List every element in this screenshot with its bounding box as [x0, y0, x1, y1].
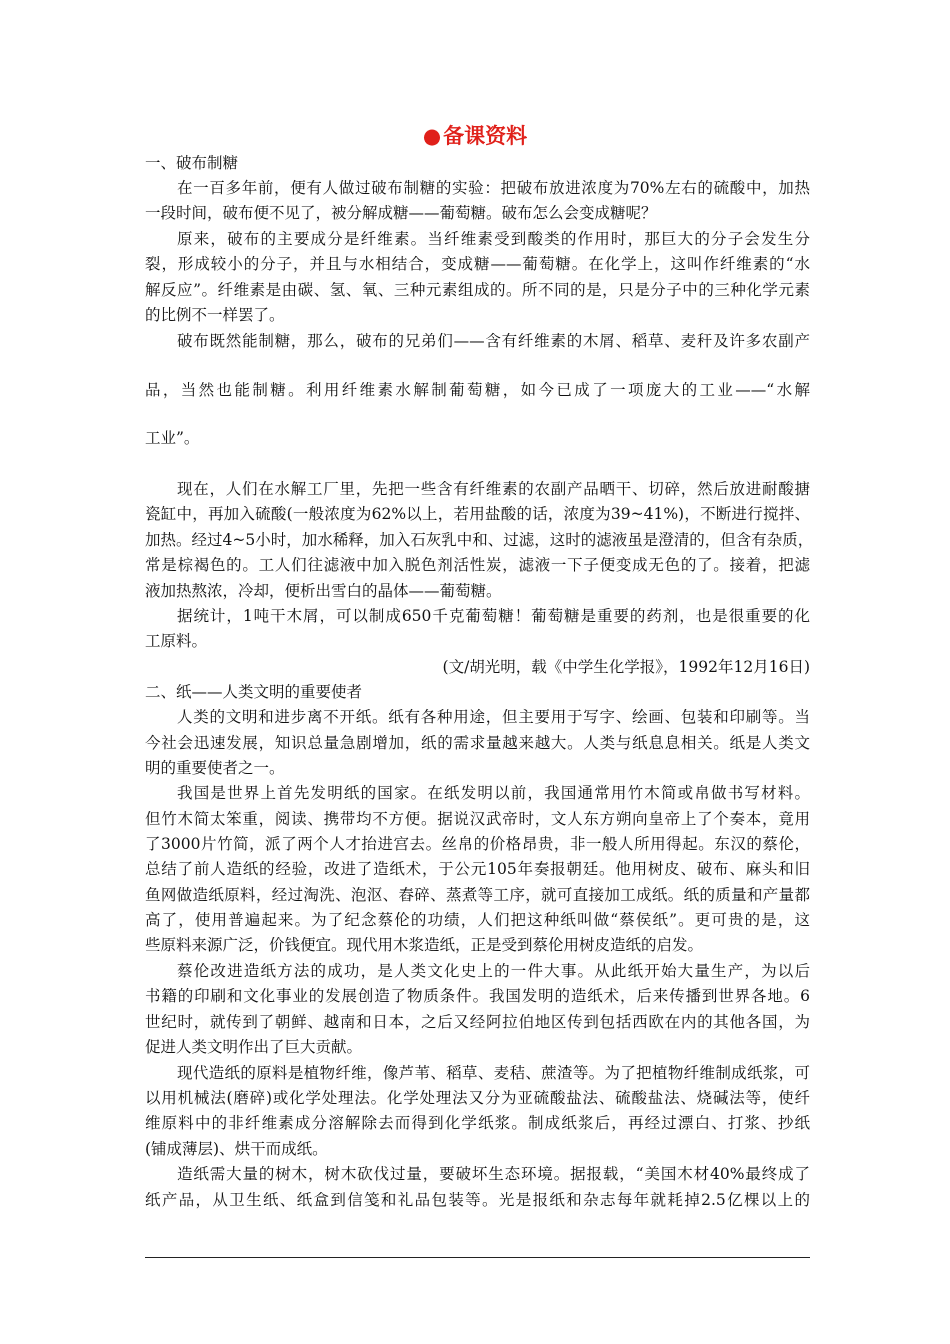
text-line: 品，当然也能制糖。利用纤维素水解制葡萄糖，如今已成了一项庞大的工业——“水解 — [145, 381, 810, 399]
text-line: 鱼网做造纸原料，经过淘洗、泡沤、舂碎、蒸煮等工序，就可直接加工成纸。纸的质量和产量都 — [145, 886, 810, 904]
text-line: 明的重要使者之一。 — [145, 759, 285, 777]
text-line: 现在，人们在水解工厂里，先把一些含有纤维素的农副产品晒干、切碎，然后放进耐酸搪 — [177, 480, 810, 498]
text-line: 在一百多年前，便有人做过破布制糖的实验：把破布放进浓度为70%左右的硫酸中，加热 — [177, 179, 810, 197]
text-line: 了3000片竹简，派了两个人才抬进宫去。丝帛的价格昂贵，非一般人所用得起。东汉的蔡伦， — [145, 835, 810, 853]
text-line: 裂，形成较小的分子，并且与水相结合，变成糖——葡萄糖。在化学上，这叫作纤维素的“水 — [145, 255, 810, 273]
text-line: 今社会迅速发展，知识总量急剧增加，纸的需求量越来越大。人类与纸息息相关。纸是人类文 — [145, 734, 810, 752]
text-line: 破布既然能制糖，那么，破布的兄弟们——含有纤维素的木屑、稻草、麦秆及许多农副产 — [177, 332, 810, 350]
text-line: 加热。经过4~5小时，加水稀释，加入石灰乳中和、过滤，这时的滤液虽是澄清的，但含有杂质， — [145, 531, 814, 549]
text-line: 促进人类文明作出了巨大贡献。 — [145, 1038, 363, 1056]
bullet-icon: ● — [422, 124, 442, 148]
text-line: 蔡伦改进造纸方法的成功，是人类文化史上的一件大事。从此纸开始大量生产，为以后 — [177, 962, 810, 980]
text-line: 常是棕褐色的。工人们往滤液中加入脱色剂活性炭，滤液一下子便变成无色的了。接着，把滤 — [145, 556, 810, 574]
text-line: 世纪时，就传到了朝鲜、越南和日本，之后又经阿拉伯地区传到包括西欧在内的其他各国，为 — [145, 1013, 810, 1031]
text-line: 原来，破布的主要成分是纤维素。当纤维素受到酸类的作用时，那巨大的分子会发生分 — [177, 230, 810, 248]
section-heading: 一、破布制糖 — [145, 154, 239, 172]
text-line: 维原料中的非纤维素成分溶解除去而得到化学纸浆。制成纸浆后，再经过漂白、打浆、抄纸 — [145, 1114, 810, 1132]
text-line: 我国是世界上首先发明纸的国家。在纸发明以前，我国通常用竹木简或帛做书写材料。 — [177, 784, 810, 802]
citation: (文/胡光明，载《中学生化学报》，1992年12月16日) — [442, 658, 810, 676]
text-line: (铺成薄层)、烘干而成纸。 — [145, 1140, 328, 1158]
text-line: 人类的文明和进步离不开纸。纸有各种用途，但主要用于写字、绘画、包装和印刷等。当 — [177, 708, 810, 726]
text-line: 的比例不一样罢了。 — [145, 306, 285, 324]
text-line: 高了，使用普遍起来。为了纪念蔡伦的功绩，人们把这种纸叫做“蔡侯纸”。更可贵的是，这 — [145, 911, 810, 929]
text-line: 现代造纸的原料是植物纤维，像芦苇、稻草、麦秸、蔗渣等。为了把植物纤维制成纸浆，可 — [177, 1064, 810, 1082]
text-line: 以用机械法(磨碎)或化学处理法。化学处理法又分为亚硫酸盐法、硫酸盐法、烧碱法等，使纤 — [145, 1089, 810, 1107]
text-line: 工业”。 — [145, 429, 200, 447]
text-line: 一段时间，破布便不见了，被分解成糖——葡萄糖。破布怎么会变成糖呢？ — [145, 204, 657, 222]
text-line: 但竹木简太笨重，阅读、携带均不方便。据说汉武帝时，文人东方朔向皇帝上了个奏本，竟用 — [145, 810, 810, 828]
page-title — [0, 120, 950, 150]
text-line: 解反应”。纤维素是由碳、氢、氧、三种元素组成的。所不同的是，只是分子中的三种化学元素 — [145, 281, 810, 299]
text-line: 些原料来源广泛，价钱便宜。现代用木浆造纸，正是受到蔡伦用树皮造纸的启发。 — [145, 936, 704, 954]
text-line: 瓷缸中，再加入硫酸(一般浓度为62%以上，若用盐酸的话，浓度为39~41%)，不断进行搅拌、 — [145, 505, 810, 523]
footer-divider — [145, 1257, 810, 1258]
page-title-text: 备课资料 — [443, 124, 528, 148]
text-line: 造纸需大量的树木，树木砍伐过量，要破坏生态环境。据报载，“美国木材40%最终成了 — [177, 1165, 810, 1183]
text-line: 工原料。 — [145, 632, 208, 650]
section-heading: 二、纸——人类文明的重要使者 — [145, 683, 363, 701]
text-line: 据统计，1吨干木屑，可以制成650千克葡萄糖！葡萄糖是重要的药剂，也是很重要的化 — [177, 607, 810, 625]
text-line: 纸产品，从卫生纸、纸盒到信笺和礼品包装等。光是报纸和杂志每年就耗掉2.5亿棵以上的 — [145, 1191, 810, 1209]
text-line: 液加热熬浓，冷却，便析出雪白的晶体——葡萄糖。 — [145, 582, 502, 600]
text-line: 总结了前人造纸的经验，改进了造纸术，于公元105年奏报朝廷。他用树皮、破布、麻头和旧 — [145, 860, 810, 878]
text-line: 书籍的印刷和文化事业的发展创造了物质条件。我国发明的造纸术，后来传播到世界各地。6 — [145, 987, 810, 1005]
